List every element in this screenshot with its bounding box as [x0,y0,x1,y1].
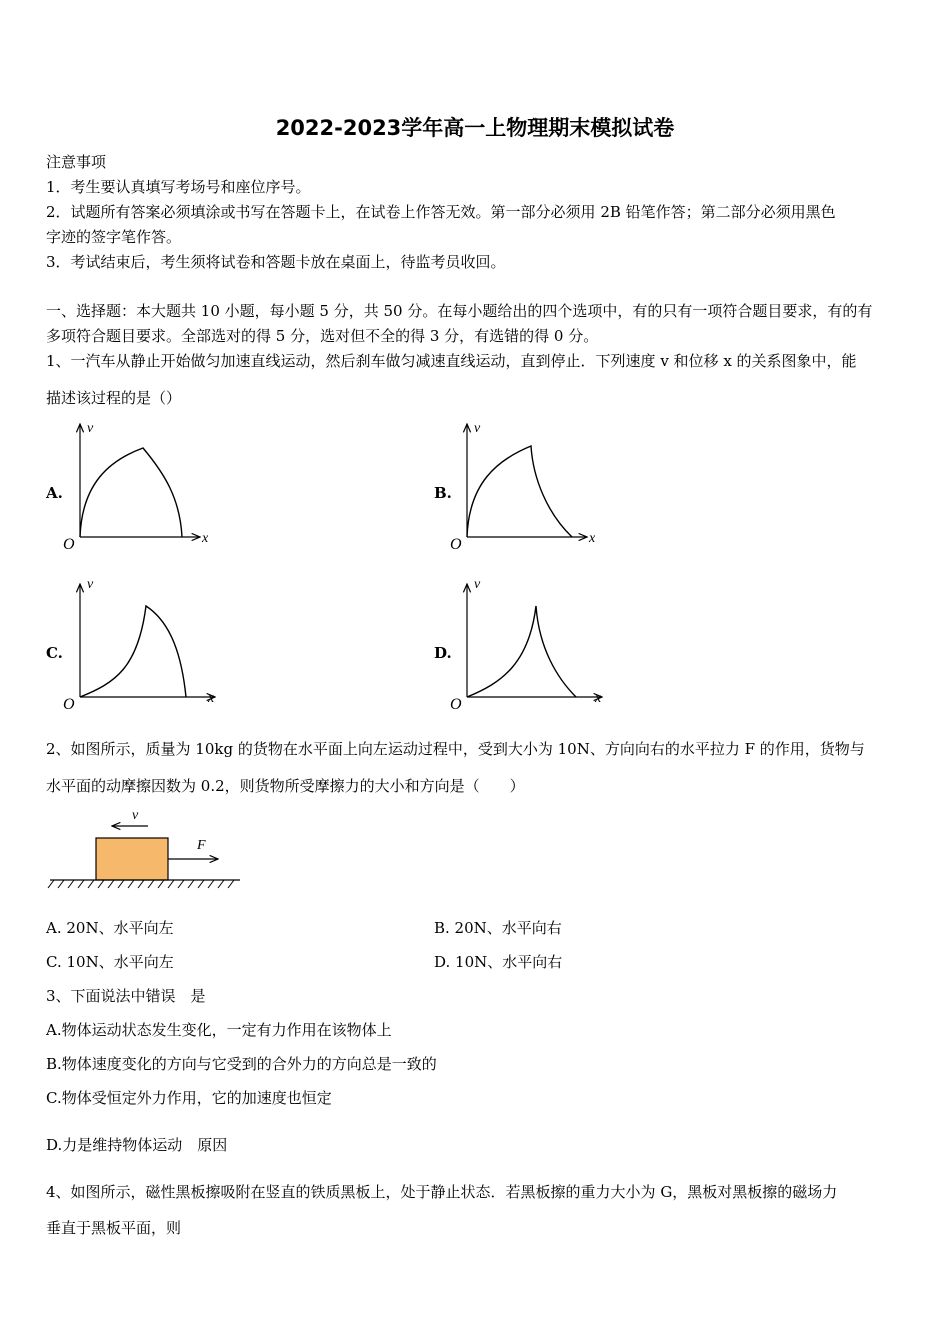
curve [80,448,182,537]
q1-option-a-label: A. [46,484,63,502]
v-label: v [474,421,481,436]
q3-option-c: C.物体受恒定外力作用，它的加速度也恒定 [46,1089,332,1107]
v-label: v [87,421,94,436]
notice-item-2-cont: 字迹的签字笔作答。 [46,228,182,246]
origin-label: O [450,536,462,553]
q1-stem: 1、一汽车从静止开始做匀加速直线运动，然后刹车做匀减速直线运动，直到停止．下列速度 v 和位移 x 的关系图象中，能 [46,352,857,370]
q1-option-b-label: B. [434,484,452,502]
q3-option-d: D.力是维持物体运动 原因 [46,1136,228,1154]
curve [467,446,572,537]
notice-item-3: 3．考试结束后，考生须将试卷和答题卡放在桌面上，待监考员收回。 [46,253,506,271]
q1-option-d-label: D. [434,644,452,662]
q2-stem-cont: 水平面的动摩擦因数为 0.2，则货物所受摩擦力的大小和方向是（ ） [46,777,525,795]
x-label: x [208,691,215,706]
notice-heading: 注意事项 [46,153,107,171]
q4-stem-cont: 垂直于黑板平面，则 [46,1219,182,1237]
curve [467,606,576,697]
v-label: v [87,578,94,592]
q2-option-d: D. 10N、水平向右 [434,953,563,971]
velocity-label: v [132,808,139,823]
page-title: 2022-2023学年高一上物理期末模拟试卷 [275,116,675,140]
force-label: F [197,838,206,853]
x-label: x [595,691,602,706]
curve [80,606,186,697]
q3-option-a: A.物体运动状态发生变化，一定有力作用在该物体上 [46,1021,392,1039]
q2-option-b: B. 20N、水平向右 [434,919,562,937]
q1-graph-a [60,418,220,553]
origin-label: O [450,696,462,713]
x-label: x [589,531,596,546]
q1-graph-d [447,578,607,713]
v-label: v [474,578,481,592]
notice-item-2: 2．试题所有答案必须填涂或书写在答题卡上，在试卷上作答无效。第一部分必须用 2B 铅笔作答；第二部分必须用黑色 [46,203,836,221]
q1-graph-c [60,578,220,713]
origin-label: O [63,696,75,713]
q3-option-b: B.物体速度变化的方向与它受到的合外力的方向总是一致的 [46,1055,437,1073]
q1-stem-cont: 描述该过程的是（） [46,389,182,407]
notice-item-1: 1．考生要认真填写考场号和座位序号。 [46,178,311,196]
q1-graph-b [447,418,607,553]
cargo-box [96,838,168,880]
q2-stem: 2、如图所示，质量为 10kg 的货物在水平面上向左运动过程中，受到大小为 10N、方向向右的水平拉力 F 的作用，货物与 [46,740,865,758]
q4-stem: 4、如图所示，磁性黑板擦吸附在竖直的铁质黑板上，处于静止状态．若黑板擦的重力大小为 G，黑板对黑板擦的磁场力 [46,1183,838,1201]
section-heading-cont: 多项符合题目要求。全部选对的得 5 分，选对但不全的得 3 分，有选错的得 0 分。 [46,327,599,345]
origin-label: O [63,536,75,553]
q3-stem: 3、下面说法中错误 是 [46,987,206,1005]
q2-option-c: C. 10N、水平向左 [46,953,174,971]
q2-figure [46,802,246,892]
q1-option-c-label: C. [46,644,63,662]
section-heading: 一、选择题：本大题共 10 小题，每小题 5 分，共 50 分。在每小题给出的四个选项中，有的只有一项符合题目要求，有的有 [46,302,873,320]
x-label: x [202,531,209,546]
ground-hatch [48,880,234,888]
q2-option-a: A. 20N、水平向左 [46,919,174,937]
